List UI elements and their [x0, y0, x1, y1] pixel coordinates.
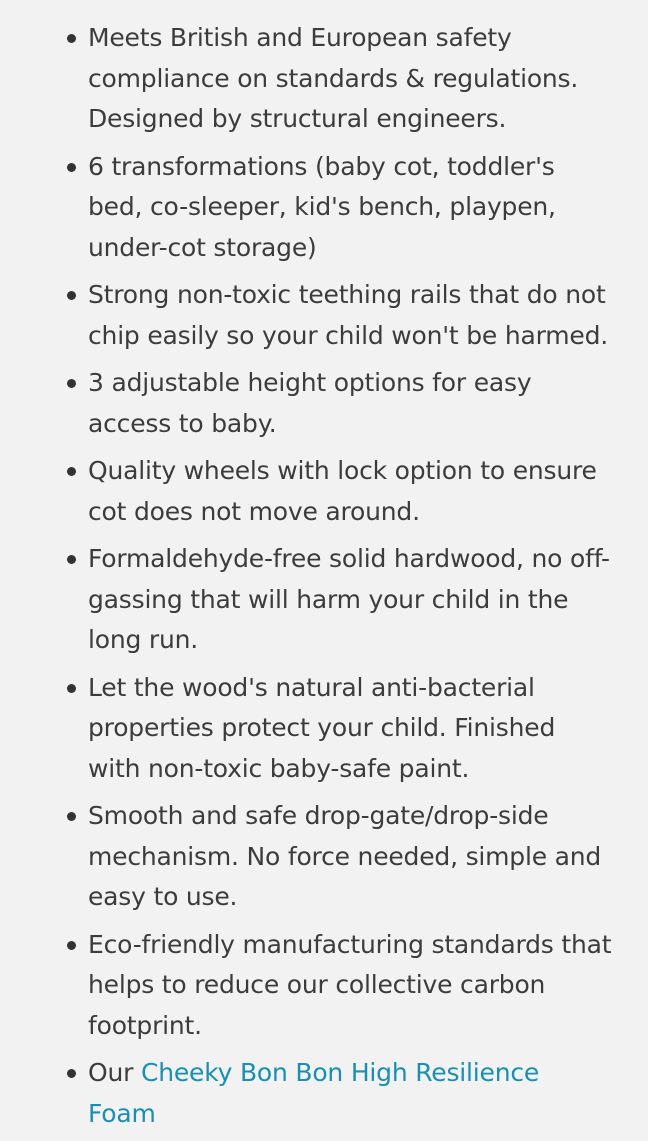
bullet-icon	[67, 163, 76, 172]
feature-text: Formaldehyde-free solid hardwood, no off-gassing that will harm your child in the long run.	[88, 544, 610, 654]
feature-text: 6 transformations (baby cot, toddler's bed, co-sleeper, kid's bench, playpen, under-cot storage)	[88, 151, 556, 262]
feature-item	[0, 925, 648, 1047]
feature-item	[0, 796, 648, 918]
feature-item	[0, 147, 648, 269]
bullet-icon	[67, 1069, 76, 1078]
feature-text: Quality wheels with lock option to ensure cot does not move around.	[88, 456, 597, 526]
feature-item	[0, 18, 648, 140]
feature-item	[0, 539, 648, 661]
feature-text: 3 adjustable height options for easy access to baby.	[88, 368, 532, 438]
bullet-icon	[67, 555, 76, 564]
feature-item-foam	[0, 1053, 648, 1134]
feature-text: Strong non-toxic teething rails that do not chip easily so your child won't be harmed.	[88, 280, 608, 350]
feature-prefix: Our	[88, 1058, 141, 1087]
bullet-icon	[67, 291, 76, 300]
feature-text: Smooth and safe drop-gate/drop-side mechanism. No force needed, simple and easy to use.	[88, 801, 602, 911]
feature-text: Let the wood's natural anti-bacterial properties protect your child. Finished with non-toxic baby-safe paint.	[88, 672, 556, 783]
bullet-icon	[67, 467, 76, 476]
bullet-icon	[67, 812, 76, 821]
bullet-icon	[67, 684, 76, 693]
feature-item	[0, 451, 648, 532]
foam-product-link[interactable]: Cheeky Bon Bon High Resilience Foam	[88, 1058, 540, 1128]
bullet-icon	[67, 941, 76, 950]
feature-item	[0, 668, 648, 790]
feature-text: Eco-friendly manufacturing standards that helps to reduce our collective carbon footprint.	[88, 929, 612, 1040]
feature-text: Meets British and European safety compliance on standards & regulations. Designed by structural engineers.	[88, 23, 579, 133]
feature-item	[0, 275, 648, 356]
bullet-icon	[67, 379, 76, 388]
bullet-icon	[67, 34, 76, 43]
feature-item	[0, 363, 648, 444]
